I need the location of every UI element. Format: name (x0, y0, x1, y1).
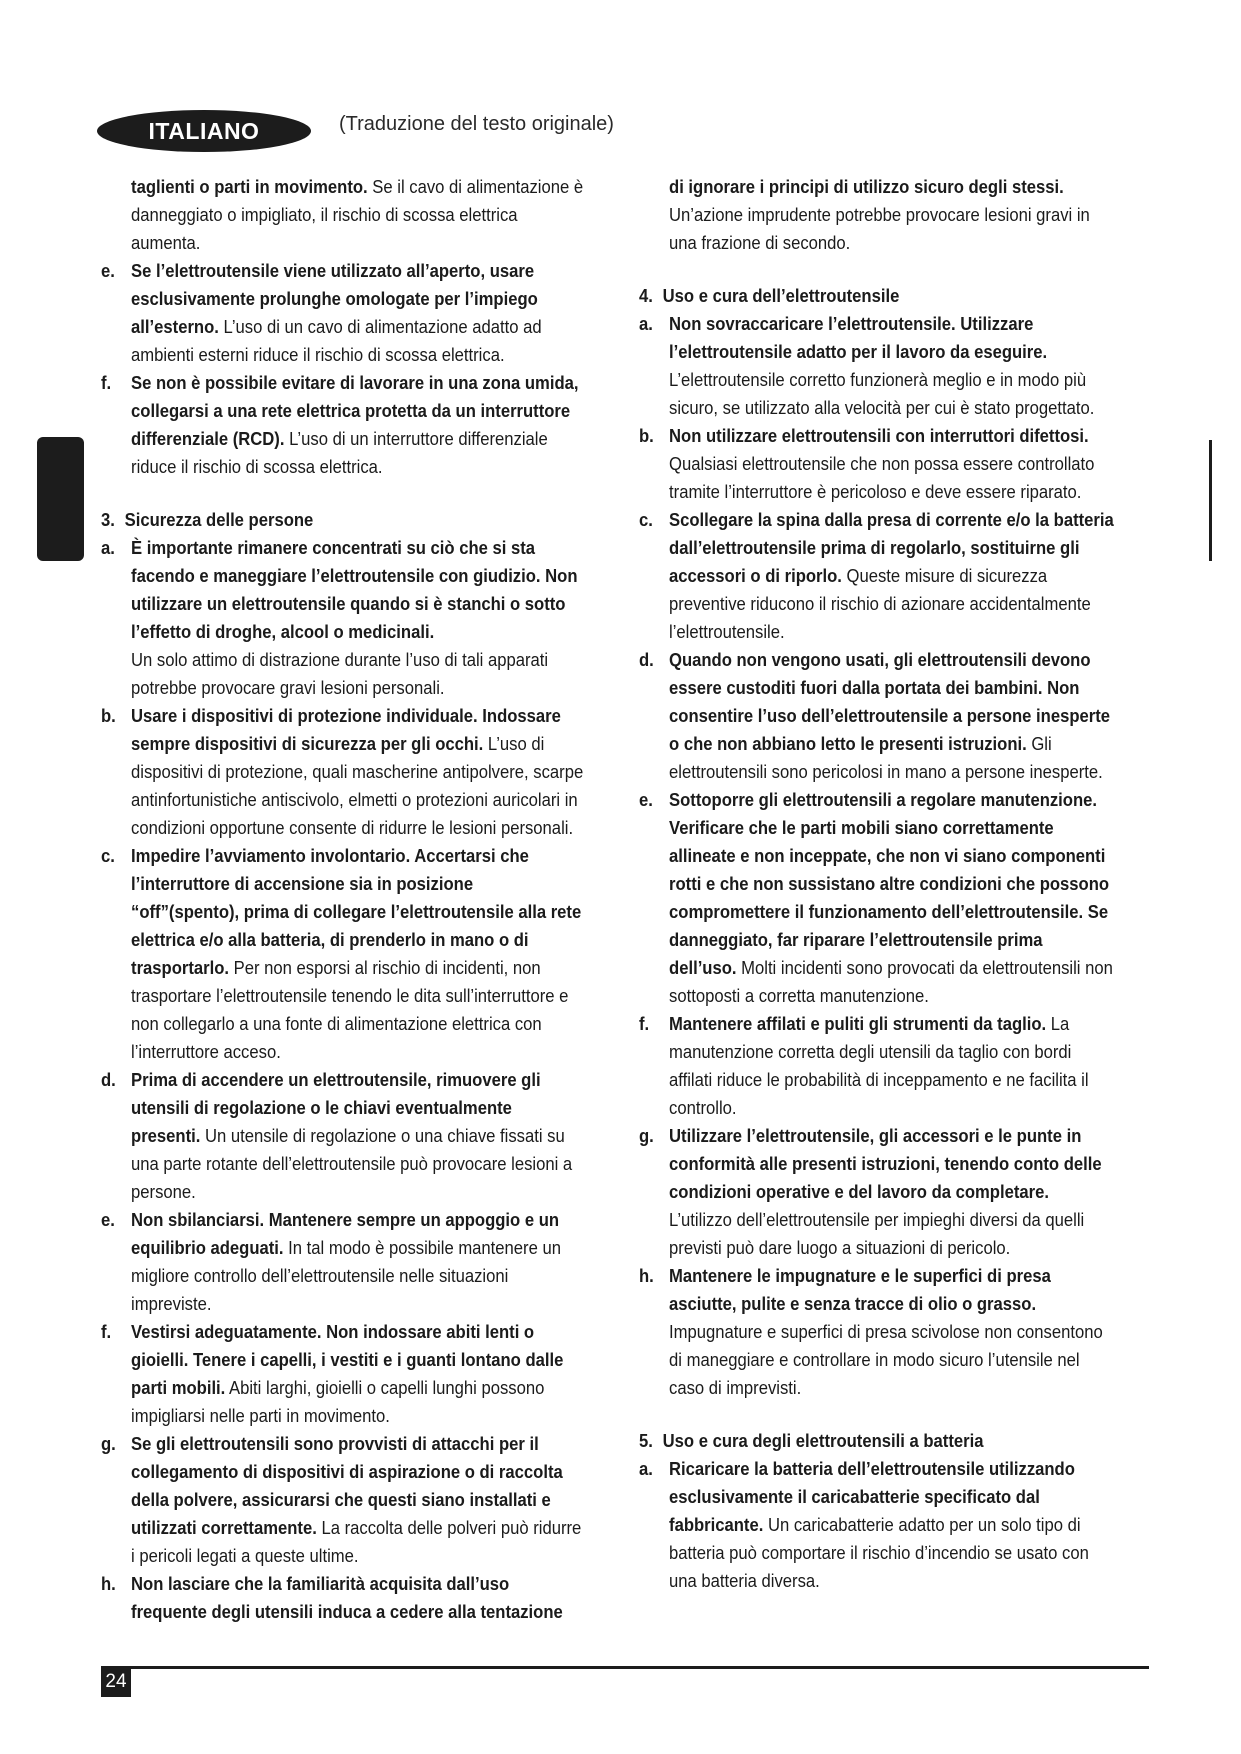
list-item-4h: h. Mantenere le impugnature e le superfici di presa asciutte, pulite e senza tracce di olio o grasso. Impugnature e superfici di presa scivolose non consentono di maneggiare e controllare in modo sicuro l’utensile nel caso di imprevisti. (639, 1265, 1103, 1398)
list-item-5a: a. Ricaricare la batteria dell’elettroutensile utilizzando esclusivamente il caricabatterie specificato dal fabbricante. Un caricabatterie adatto per un solo tipo di batteria può comportare il rischio d’incendio se usato con una batteria diversa. (639, 1458, 1089, 1591)
left-column (101, 173, 585, 1626)
list-item-4b: b. Non utilizzare elettroutensili con interruttori difettosi. Qualsiasi elettroutensile che non possa essere controllato tramite l’interruttore è pericoloso e deve essere riparato. (639, 425, 1095, 502)
list-item-f: f. Se non è possibile evitare di lavorare in una zona umida, collegarsi a una rete elettrica protetta da un interruttore differenziale (RCD). L’uso di un interruttore differenziale riduce il rischio di scossa elettrica. (101, 372, 579, 477)
list-item-4g: g. Utilizzare l’elettroutensile, gli accessori e le punte in conformità alle presenti istruzioni, tenendo conto delle condizioni operative e del lavoro da completare. L’utilizzo dell’elettroutensile per impieghi diversi da quelli previsti può dare luogo a situazioni di pericolo. (639, 1125, 1102, 1258)
list-item-4d: d. Quando non vengono usati, gli elettroutensili devono essere custoditi fuori dalla portata dei bambini. Non consentire l’uso dell’elettroutensile a persone inesperte o che non abbiano letto le presenti istruzioni. Gli elettroutensili sono pericolosi in mano a persone inesperte. (639, 649, 1111, 782)
footer-rule (101, 1666, 1149, 1669)
list-item-3g: g. Se gli elettroutensili sono provvisti di attacchi per il collegamento di dispositivi di aspirazione o di raccolta della polvere, assicurarsi che questi siano installati e utilizzati correttamente. La raccolta delle polveri può ridurre i pericoli legati a queste ultime. (101, 1433, 582, 1566)
list-item-3a: a. È importante rimanere concentrati su ciò che si sta facendo e maneggiare l’elettroutensile con giudizio. Non utilizzare un elettroutensile quando si è stanchi o sotto l’effetto di droghe, alcool o medicinali. Un solo attimo di distrazione durante l’uso di tali apparati potrebbe provocare gravi lesioni personali. (101, 537, 578, 698)
continued-paragraph: taglienti o parti in movimento. Se il cavo di alimentazione è danneggiato o impigliato, il rischio di scossa elettrica aumenta. (131, 176, 584, 253)
list-item-3e: e. Non sbilanciarsi. Mantenere sempre un appoggio e un equilibrio adeguati. In tal modo è possibile mantenere un migliore controllo dell’elettroutensile nelle situazioni impreviste. (101, 1209, 561, 1314)
list-item-3d: d. Prima di accendere un elettroutensile, rimuovere gli utensili di regolazione o le chiavi eventualmente presenti. Un utensile di regolazione o una chiave fissati su una parte rotante dell’elettroutensile può provocare lesioni a persone. (101, 1069, 573, 1202)
list-item-4e: e. Sottoporre gli elettroutensili a regolare manutenzione. Verificare che le parti mobili siano correttamente allineate e non inceppate, che non vi siano componenti rotti e che non sussistano altre condizioni che possono compromettere il funzionamento dell’elettroutensile. Se danneggiato, far riparare l’elettroutensile prima dell’uso. Molti incidenti sono provocati da elettroutensili non sottoposti a corretta manutenzione. (639, 789, 1113, 1006)
section-heading-4: 4. Uso e cura dell’elettroutensile (639, 285, 900, 306)
list-item-4f: f. Mantenere affilati e puliti gli strumenti da taglio. La manutenzione corretta degli utensili da taglio con bordi affilati riduce le probabilità di inceppamento e ne facilita il controllo. (639, 1013, 1089, 1118)
language-badge: ITALIANO (97, 110, 311, 152)
list-item-3b: b. Usare i dispositivi di protezione individuale. Indossare sempre dispositivi di sicurezza per gli occhi. L’uso di dispositivi di protezione, quali mascherine antipolvere, scarpe antinfortunistiche antiscivolo, elmetti o protezioni auricolari in condizioni opportune consente di ridurre le lesioni personali. (101, 705, 584, 838)
section-heading-5: 5. Uso e cura degli elettroutensili a batteria (639, 1430, 984, 1451)
margin-marker (1209, 440, 1212, 561)
list-item-3h: h. Non lasciare che la familiarità acquisita dall’uso frequente degli utensili induca a cedere alla tentazione (101, 1573, 563, 1622)
translation-note: (Traduzione del testo originale) (339, 113, 614, 135)
continued-paragraph: di ignorare i principi di utilizzo sicuro degli stessi. Un’azione imprudente potrebbe provocare lesioni gravi in una frazione di secondo. (669, 176, 1090, 253)
page-number: 24 (101, 1667, 131, 1697)
right-column (639, 173, 1114, 1595)
list-item-4a: a. Non sovraccaricare l’elettroutensile. Utilizzare l’elettroutensile adatto per il lavoro da eseguire. L’elettroutensile corretto funzionerà meglio e in modo più sicuro, se utilizzato alla velocità per cui è stato progettato. (639, 313, 1095, 418)
list-item-e: e. Se l’elettroutensile viene utilizzato all’aperto, usare esclusivamente prolunghe omologate per l’impiego all’esterno. L’uso di un cavo di alimentazione adatto ad ambienti esterni riduce il rischio di scossa elettrica. (101, 260, 542, 365)
list-item-3c: c. Impedire l’avviamento involontario. Accertarsi che l’interruttore di accensione sia in posizione “off”(spento), prima di collegare l’elettroutensile alla rete elettrica e/o alla batteria, di prenderlo in mano o di trasportarlo. Per non esporsi al rischio di incidenti, non trasportare l’elettroutensile tenendo le dita sull’interruttore e non collegarlo a una fonte di alimentazione elettrica con l’interruttore acceso. (101, 845, 582, 1062)
section-side-tab (37, 437, 84, 561)
section-heading-3: 3. Sicurezza delle persone (101, 509, 314, 530)
list-item-4c: c. Scollegare la spina dalla presa di corrente e/o la batteria dall’elettroutensile prima di regolarlo, sostituirne gli accessori o di riporlo. Queste misure di sicurezza preventive riducono il rischio di azionare accidentalmente l’elettroutensile. (639, 509, 1114, 642)
list-item-3f: f. Vestirsi adeguatamente. Non indossare abiti lenti o gioielli. Tenere i capelli, i vestiti e i guanti lontano dalle parti mobili. Abiti larghi, gioielli o capelli lunghi possono impigliarsi nelle parti in movimento. (101, 1321, 564, 1426)
